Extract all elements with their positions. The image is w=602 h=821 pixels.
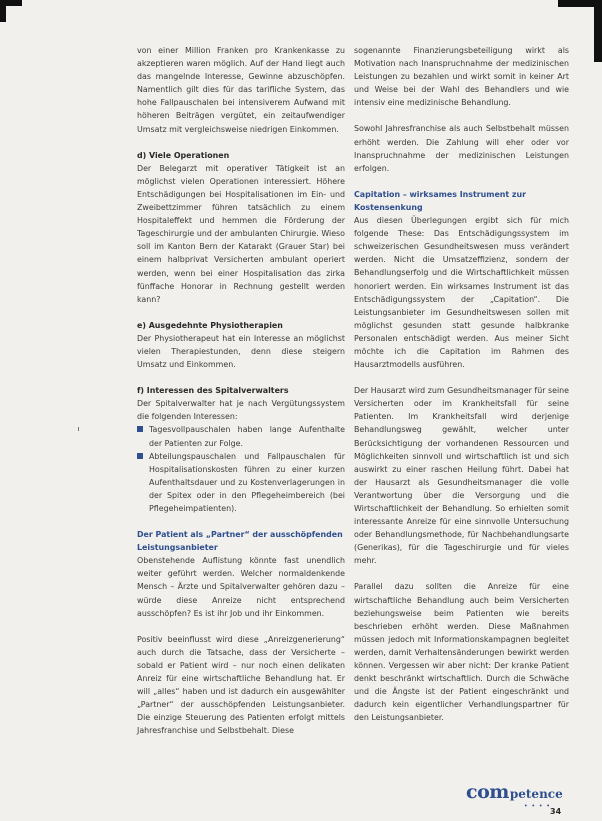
logo-dots: • • • • — [524, 803, 551, 810]
section-heading: e) Ausgedehnte Physiotherapien — [137, 320, 283, 330]
left-column — [137, 44, 345, 751]
competence-logo — [466, 781, 563, 810]
paragraph: Der Belegarzt mit operativer Tätigkeit ist an möglichst vielen Operationen interessiert. Höhere Entschädigungen bei Hospitalisationen im Ein- und Zweibettzimmer führen tatsächlich zu einem Hospitaleffekt und hemmen die Förderung der Tageschirurgie und der ambulanten Chirurgie. Wieso soll im Kanton Bern der Katarakt (Grauer Star) bei einem halbprivat Versicherten ambulant operiert werden, wenn bei einer Hospitalisation das zirka fünffache Honorar in Rechnung gestellt werden kann? — [137, 163, 345, 304]
logo-text-rest: petence — [509, 787, 563, 801]
margin-mark — [78, 427, 79, 431]
right-column — [354, 44, 569, 738]
bullet-item: Abteilungspauschalen und Fallpauschalen für Hospitalisationskosten führen zu einer kurzen Aufenthaltsdauer und zu Kostenverlagerungen in der Spitex oder in den Pflegeheimbereich (bei Pflegeheimpatienten). — [137, 450, 345, 515]
bullet-list — [137, 423, 345, 515]
crop-mark-top-right — [594, 0, 602, 62]
paragraph: Sowohl Jahresfranchise als auch Selbstbehalt müssen erhöht werden. Die Zahlung will eher oder vor Inanspruchnahme der medizinischen Leistungen erfolgen. — [354, 124, 569, 173]
section-heading: d) Viele Operationen — [137, 150, 230, 160]
paragraph: sogenannte Finanzierungsbeteiligung wirkt als Motivation nach Inanspruchnahme der medizinischen Leistungen zu bezahlen und wirkt somit in keiner Art und Weise bei der Wahl des Behandlers und wie intensiv eine medizinische Behandlung. — [354, 46, 569, 108]
paragraph: Aus diesen Überlegungen ergibt sich für mich folgende These: Das Entschädigungssystem im schweizerischen Gesundheitswesen muss verändert werden. Nicht die Umsatzeffizienz, sondern der Behandlungserfolg und die Wirtschaftlichkeit müssen honoriert werden. Ein wirksames Instrument ist das Entschädigungssystem der „Capitation“. Die Leistungsanbieter im Gesundheitswesen sollen mit möglichst gesunden statt gesunde halbkranke Personalen entschädigt werden. Aus meiner Sicht möchte ich die Capitation im Rahmen des Hausarztmodells ausführen. — [354, 216, 569, 370]
paragraph: Der Spitalverwalter hat je nach Vergütungssystem die folgenden Interessen: — [137, 399, 345, 422]
paragraph: Parallel dazu sollten die Anreize für eine wirtschaftliche Behandlung auch beim Versicherten beziehungsweise beim Patienten wie bereits beschrieben erhöht werden. Diese Maßnahmen müssen jedoch mit Informationskampagnen begleitet werden, damit Verhaltensänderungen bewirkt werden können. Vergessen wir aber nicht: Der kranke Patient denkt beschränkt wirtschaftlich. Durch die Schwäche und die Ängste ist der Patient eingeschränkt und dadurch kein eigentlicher Verhandlungspartner für den Leistungsanbieter. — [354, 582, 569, 723]
paragraph: Der Physiotherapeut hat ein Interesse an möglichst vielen Therapiestunden, denn diese steigern Umsatz und Einkommen. — [137, 333, 345, 370]
paragraph: Der Hausarzt wird zum Gesundheitsmanager für seine Versicherten oder im Krankheitsfall für seine Patienten. Im Krankheitsfall wird derjenige Behandlungsweg gewählt, welcher unter Berücksichtigung der vorhandenen Ressourcen und Möglichkeiten sinnvoll und wirtschaftlich ist und sich auswirkt zu einer raschen Heilung führt. Dabei hat der Hausarzt als Gesundheitsmanager die volle Verantwortung über die Versorgung und die Wirtschaftlichkeit der Behandlung. So erhielten somit interessante Anreize für eine sinnvolle Untersuchung oder Behandlungsmethode, für Nachbehandlungsarte (Generikas), für die Tageschirurgie und für vieles mehr. — [354, 386, 569, 566]
crop-mark-top-left — [0, 0, 6, 22]
section-heading: f) Interessen des Spitalverwalters — [137, 386, 289, 396]
logo-text-main: com — [466, 781, 509, 803]
paragraph: Obenstehende Auflistung könnte fast unendlich weiter geführt werden. Welcher normaldenkende Mensch – Ärzte und Spitalverwalter gehören dazu – würde diese Anreize nicht entsprechend ausschöpfen? Es ist ihr Job und ihr Einkommen. — [137, 556, 345, 618]
paragraph: von einer Million Franken pro Krankenkasse zu akzeptieren waren möglich. Auf der Hand liegt auch das mangelnde Interesse, Gewinne abzuschöpfen. Namentlich gilt dies für das tarifliche System, das hohe Fallpauschalen bei intensiverem Aufwand mit höheren Beiträgen vergütet, ein zeitaufwendiger Umsatz mit vergleichsweise niedrigen Einkommen. — [137, 46, 345, 134]
page-number: 34 — [550, 807, 562, 816]
section-heading: Capitation – wirksames Instrument zur Kostensenkung — [354, 189, 527, 212]
paragraph: Positiv beeinflusst wird diese „Anreizgenerierung“ auch durch die Tatsache, dass der Versicherte – sobald er Patient wird – nur noch einen delikaten Anreiz für eine wirtschaftliche Behandlung hat. Er will „alles“ haben und ist dadurch ein ausgewählter „Partner“ der ausschöpfenden Leistungsanbieter. Die einzige Steuerung des Patienten erfolgt mittels Jahresfranchise und Selbstbehalt. Diese — [137, 634, 345, 736]
section-heading: Der Patient als „Partner“ der ausschöpfenden Leistungsanbieter — [137, 530, 343, 553]
bullet-item: Tagesvollpauschalen haben lange Aufenthalte der Patienten zur Folge. — [137, 423, 345, 449]
